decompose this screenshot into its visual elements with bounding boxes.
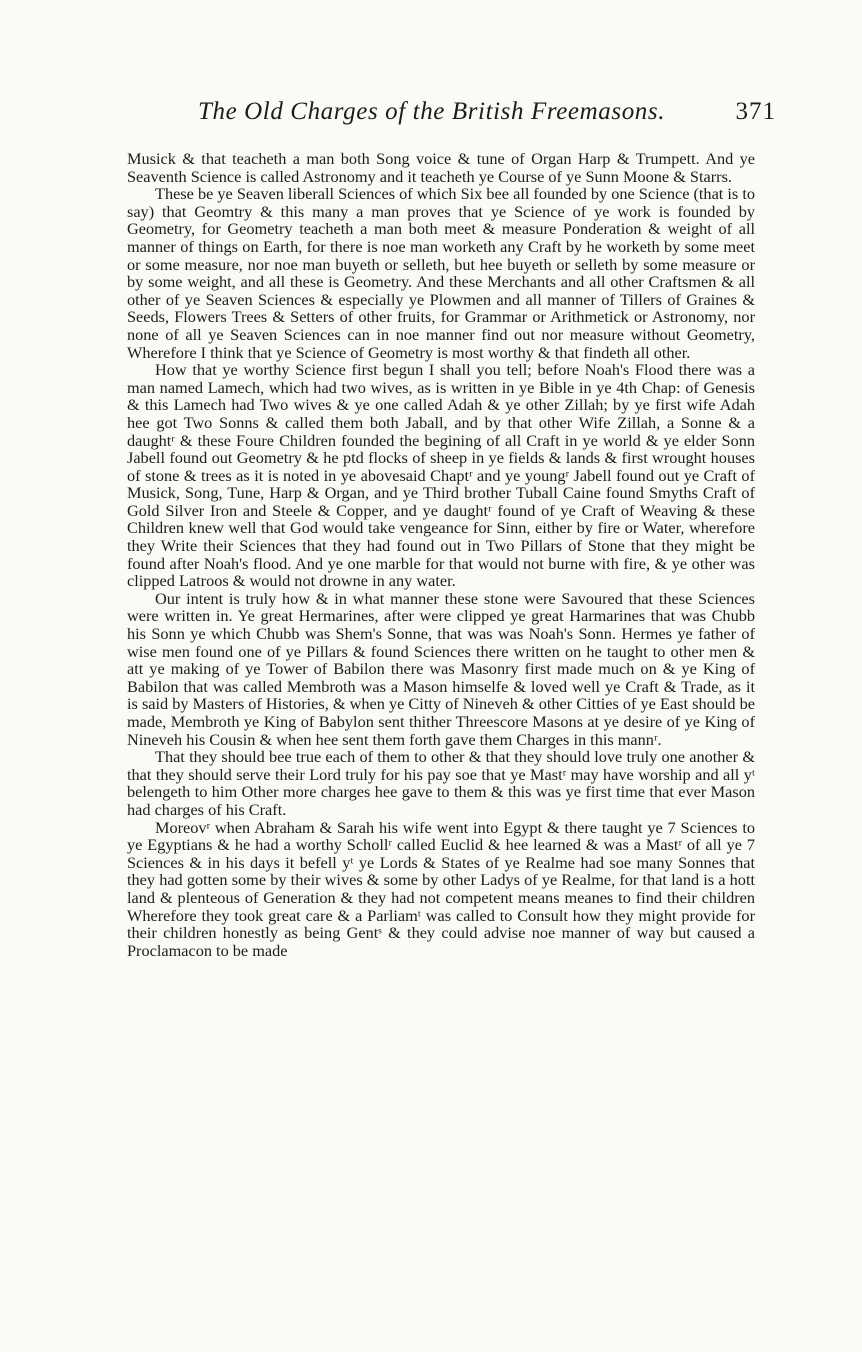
paragraph: Moreovʳ when Abraham & Sarah his wife went into Egypt & there taught ye 7 Sciences to ye Egyptians & he had a worthy Schollʳ called Euclid & hee learned & was a Mastʳ of all ye 7 Sciences & in his days it befell yᵗ ye Lords & States of ye Realme had soe many Sonnes that they had gotten some by their wives & some by other Ladys of ye Realme, for that land is a hott land & plenteous of Generation & they had not competent means meanes to find their children Wherefore they took great care & a Parliamᵗ was called to Consult how they might provide for their children honestly as being Gentˢ & they could advise noe manner of way but caused a Proclamacon to be made [127,817,755,960]
paragraph: Musick & that teacheth a man both Song voice & tune of Organ Harp & Trumpett. And ye Seaventh Science is called Astronomy and it teacheth ye Course of ye Sunn Moone & Starrs. [127,149,755,186]
paragraph: How that ye worthy Science first begun I shall you tell; before Noah's Flood there was a man named Lamech, which had two wives, as is written in ye Bible in ye 4th Chap: of Genesis & this Lamech had Two wives & ye one called Adah & ye other Zillah; by ye first wife Adah hee got Two Sonns & called them both Jaball, and by that other Wife Zillah, a Sonne & a daughtʳ & these Foure Children founded the begining of all Craft in ye world & ye elder Sonn Jabell found out Geometry & he ptd flocks of sheep in ye fields & lands & first wrought houses of stone & trees as it is noted in ye abovesaid Chaptʳ and ye youngʳ Jabell found out ye Craft of Musick, Song, Tune, Harp & Organ, and ye Third brother Tuball Caine found Smyths Craft of Gold Silver Iron and Steele & Copper, and ye daughtʳ found of ye Craft of Weaving & these Children knew well that God would take vengeance for Sinn, either by fire or Water, wherefore they Write their Sciences that they had found out in Two Pillars of Stone that they might be found after Noah's flood. And ye one marble for that would not burne with fire, & ye other was clipped Latroos & would not drowne in any water. [127,360,755,591]
page-number: 371 [735,98,776,125]
paragraph: That they should bee true each of them to other & that they should love truly one another & that they should serve their Lord truly for his pay soe that ye Mastʳ may have worship and all yᵗ belengeth to him Other more charges hee gave to them & this was ye first time that ever Mason had charges of his Craft. [127,747,755,819]
running-title: The Old Charges of the British Freemasons. [198,98,666,125]
body-text [127,150,755,959]
page-header [198,98,776,134]
paragraph: Our intent is truly how & in what manner these stone were Savoured that these Sciences were written in. Ye great Hermarines, after were clipped ye great Harmarines that was Chubb his Sonn ye which Chubb was Shem's Sonne, that was was Noah's Sonn. Hermes ye father of wise men found one of ye Pillars & found Sciences there written on he taught to other men & att ye making of ye Tower of Babilon there was Masonry first made much on & ye King of Babilon that was called Membroth was a Mason himselfe & loved well ye Craft & Trade, as it is said by Masters of Histories, & when ye Citty of Nineveh & other Citties of ye East should be made, Membroth ye King of Babylon sent thither Threescore Masons at ye desire of ye King of Nineveh his Cousin & when hee sent them forth gave them Charges in this mannʳ. [127,588,755,749]
paragraph: These be ye Seaven liberall Sciences of which Six bee all founded by one Science (that is to say) that Geomtry & this many a man proves that ye Science of ye work is founded by Geometry, for Geometry teacheth a man both meet & measure Ponderation & weight of all manner of things on Earth, for there is noe man worketh any Craft by he worketh by some meet or some measure, nor noe man buyeth or selleth, but hee buyeth or selleth by some measure or by some weight, and all these is Geometry. And these Merchants and all other Craftsmen & all other of ye Seaven Sciences & especially ye Plowmen and all manner of Tillers of Graines & Seeds, Flowers Trees & Setters of other fruits, for Grammar or Arithmetick or Astronomy, nor none of all ye Seaven Sciences can in noe manner find out nor measure without Geometry, Wherefore I think that ye Science of Geometry is most worthy & that findeth all other. [127,184,755,362]
